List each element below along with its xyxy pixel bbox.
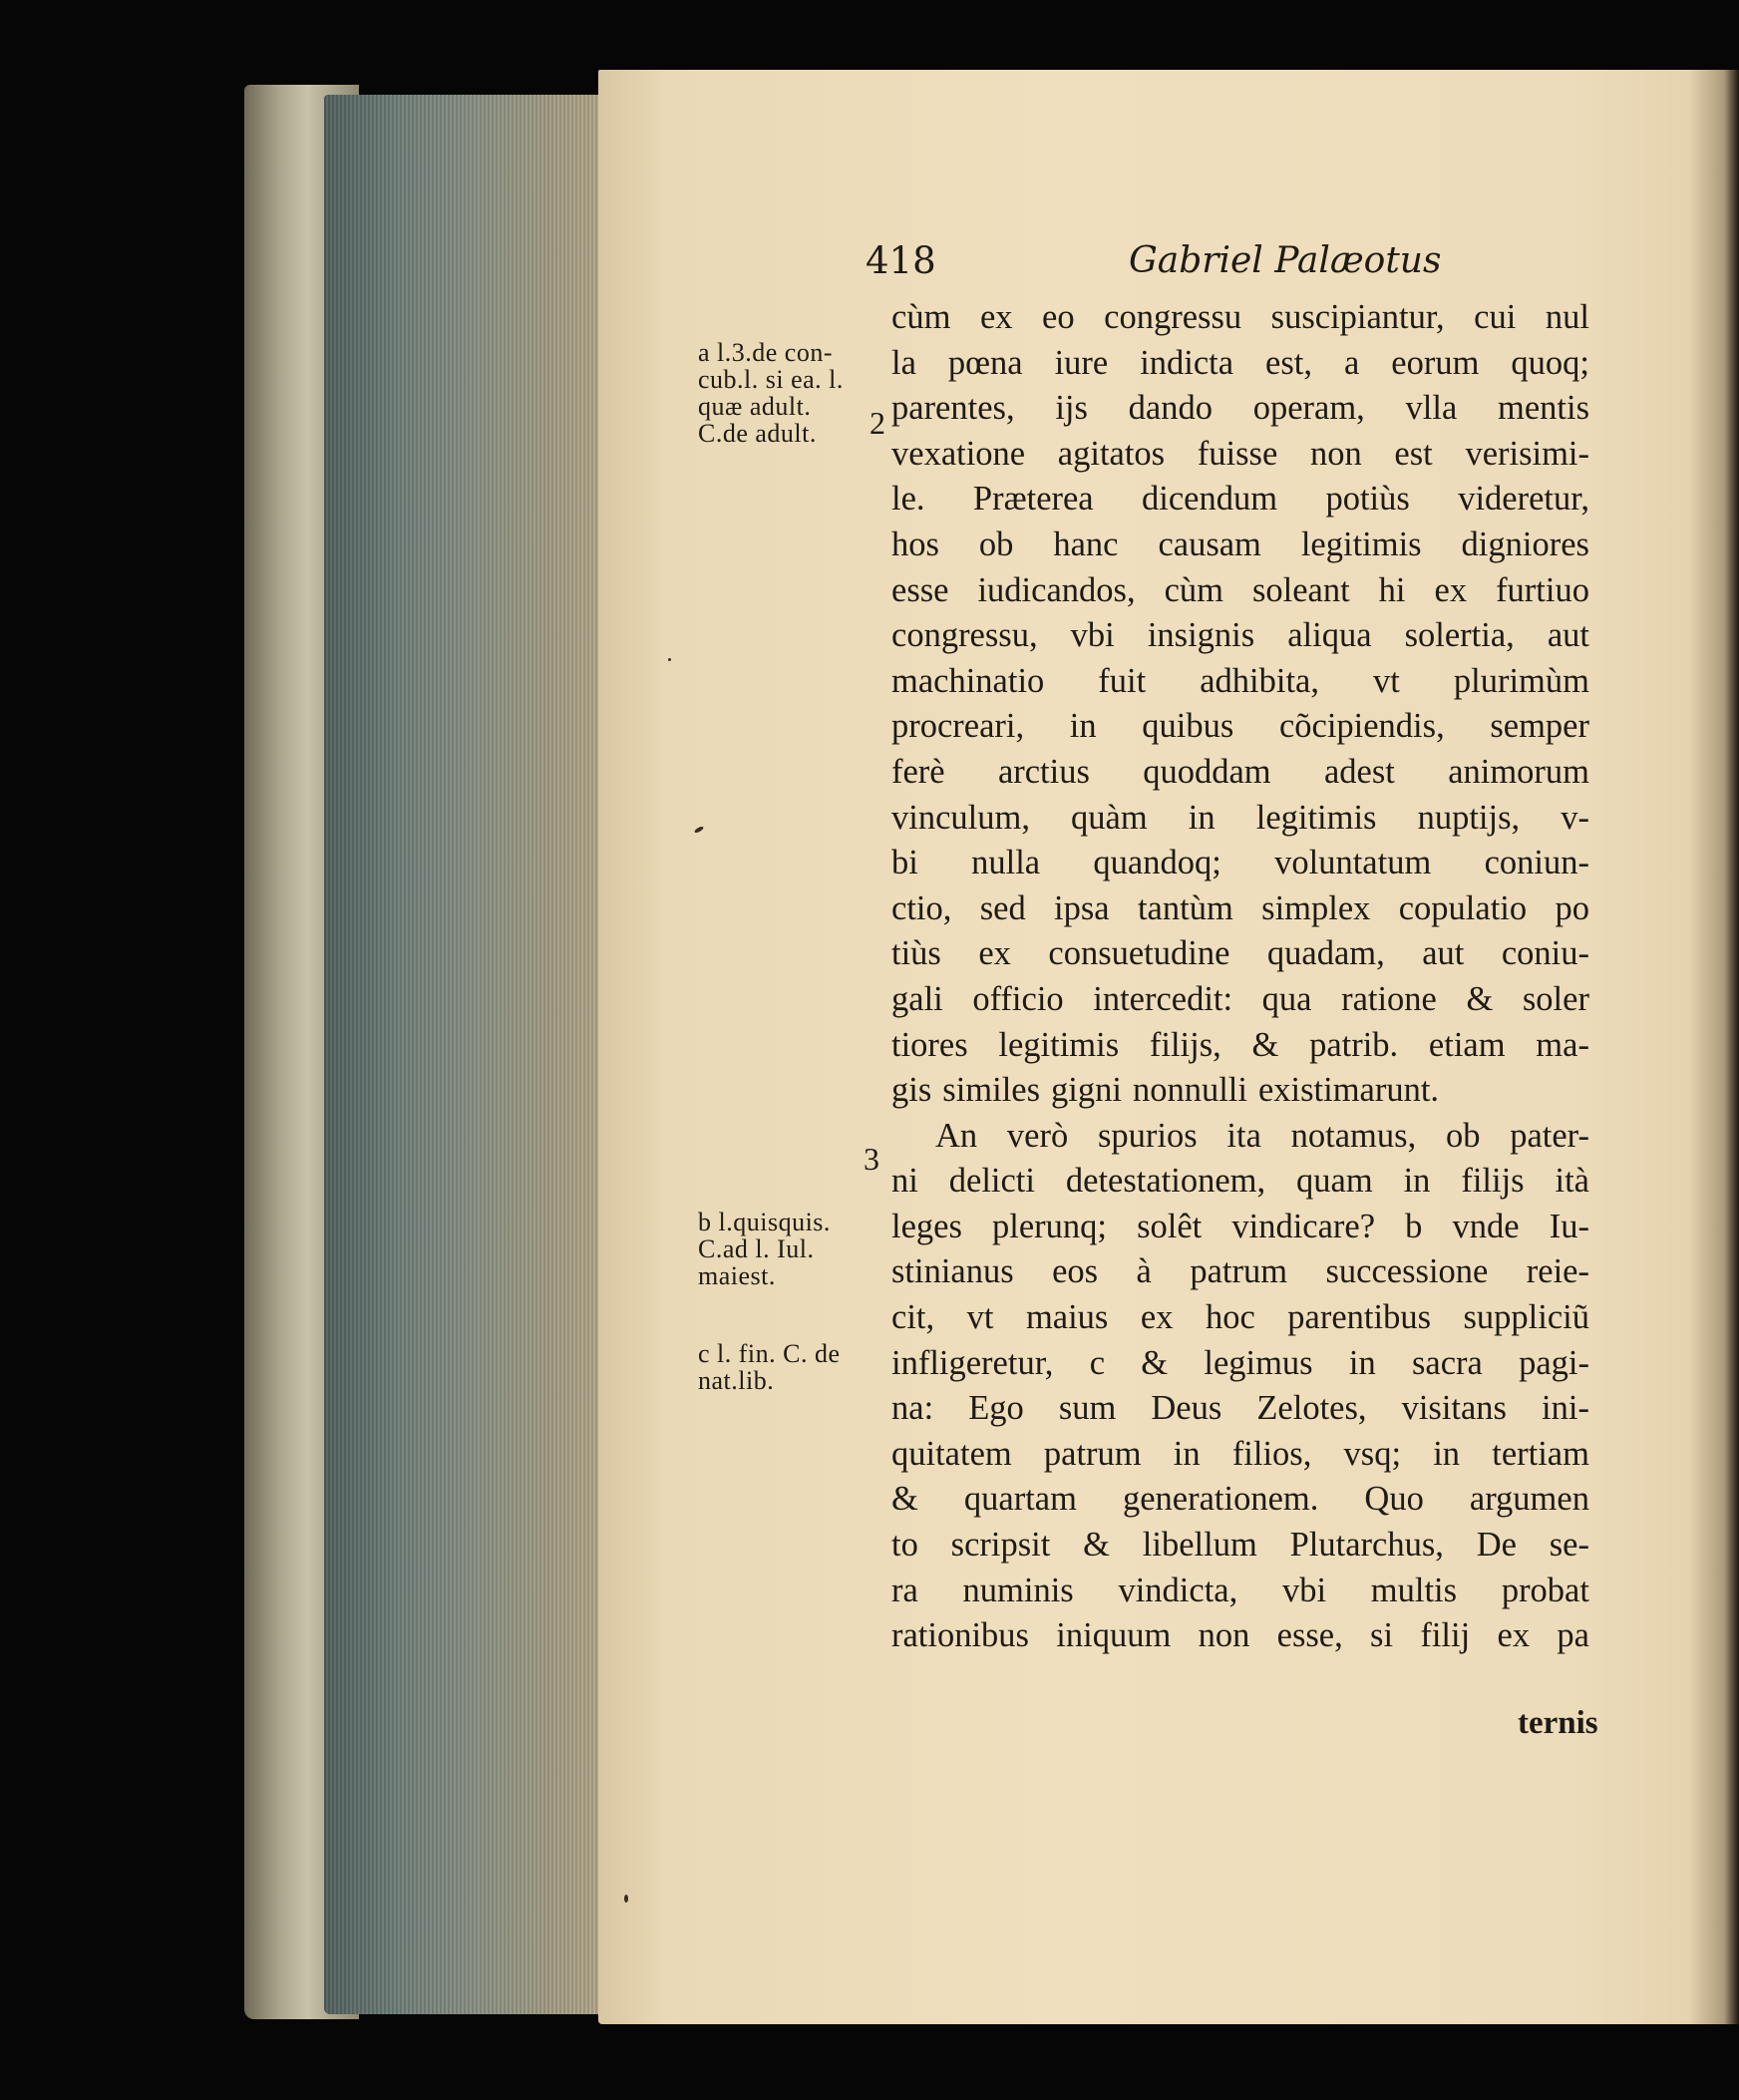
note-line: nat.lib. bbox=[698, 1366, 775, 1395]
marginal-note-b bbox=[698, 1209, 831, 1289]
section-number: 2 bbox=[870, 405, 885, 441]
gutter-shadow bbox=[1689, 70, 1739, 2024]
text-line: & quartam generationem. Quo argumen bbox=[891, 1480, 1589, 1519]
text-line: ctio, sed ipsa tantùm simplex copulatio po bbox=[891, 888, 1589, 927]
marginal-note-c bbox=[698, 1340, 841, 1394]
running-head bbox=[598, 239, 1739, 289]
text-line: An verò spurios ita notamus, ob pater- bbox=[935, 1116, 1589, 1155]
section-number: 3 bbox=[864, 1141, 879, 1177]
text-line: parentes, ijs dando operam, vlla mentis bbox=[891, 389, 1589, 428]
text-line: tiùs ex consuetudine quadam, aut coniu- bbox=[891, 934, 1589, 973]
main-text-block bbox=[891, 295, 1589, 1659]
text-line: na: Ego sum Deus Zelotes, visitans ini- bbox=[891, 1389, 1589, 1428]
running-title: Gabriel Palæotus bbox=[1129, 240, 1442, 281]
text-line: cit, vt maius ex hoc parentibus suppliciũ bbox=[891, 1298, 1589, 1337]
text-line: ferè arctius quoddam adest animorum bbox=[891, 752, 1589, 791]
note-line: maiest. bbox=[698, 1261, 776, 1290]
text-line: esse iudicandos, cùm soleant hi ex furtiuo bbox=[891, 570, 1589, 609]
note-line: a l.3.de con- bbox=[698, 338, 834, 367]
note-line: quæ adult. bbox=[698, 392, 812, 421]
text-line: la pœna iure indicta est, a eorum quoq; bbox=[891, 343, 1589, 382]
note-line: C.de adult. bbox=[698, 419, 817, 448]
note-line: c l. fin. C. de bbox=[698, 1339, 841, 1368]
marginal-note-a bbox=[698, 339, 844, 447]
note-line: b l.quisquis. bbox=[698, 1208, 831, 1236]
text-line: vexatione agitatos fuisse non est verisimi- bbox=[891, 434, 1589, 473]
text-line: procreari, in quibus cõcipiendis, semper bbox=[891, 707, 1589, 746]
book-page bbox=[598, 70, 1739, 2024]
text-line: bi nulla quandoq; voluntatum coniun- bbox=[891, 844, 1589, 882]
text-line: stinianus eos à patrum successione reie- bbox=[891, 1252, 1589, 1291]
text-line: ni delicti detestationem, quam in filijs ità bbox=[891, 1162, 1589, 1201]
page-number: 418 bbox=[866, 239, 936, 282]
text-line: congressu, vbi insignis aliqua solertia, aut bbox=[891, 616, 1589, 655]
text-line: to scripsit & libellum Plutarchus, De se- bbox=[891, 1526, 1589, 1565]
paper-speck bbox=[668, 658, 671, 661]
text-line: rationibus iniquum non esse, si filij ex pa bbox=[891, 1616, 1589, 1655]
text-line: hos ob hanc causam legitimis digniores bbox=[891, 525, 1589, 563]
paper-speck bbox=[694, 826, 705, 834]
text-line: infligeretur, c & legimus in sacra pagi- bbox=[891, 1343, 1589, 1382]
text-line: quitatem patrum in filios, vsq; in tertiam bbox=[891, 1434, 1589, 1473]
paper-speck bbox=[624, 1895, 628, 1903]
book-page-edges bbox=[324, 95, 613, 2014]
note-line: cub.l. si ea. l. bbox=[698, 365, 844, 394]
text-line: machinatio fuit adhibita, vt plurimùm bbox=[891, 661, 1589, 700]
text-line: ra numinis vindicta, vbi multis probat bbox=[891, 1571, 1589, 1609]
note-line: C.ad l. Iul. bbox=[698, 1234, 815, 1263]
catchword: ternis bbox=[1518, 1705, 1598, 1741]
text-line: vinculum, quàm in legitimis nuptijs, v- bbox=[891, 798, 1589, 837]
text-line: tiores legitimis filijs, & patrib. etiam ma- bbox=[891, 1025, 1589, 1064]
text-line: le. Præterea dicendum potiùs videretur, bbox=[891, 480, 1589, 519]
text-line: leges plerunq; solêt vindicare? b vnde Iu- bbox=[891, 1207, 1589, 1245]
text-line: cùm ex eo congressu suscipiantur, cui nul bbox=[891, 298, 1589, 336]
text-line: gali officio intercedit: qua ratione & soler bbox=[891, 979, 1589, 1018]
text-line: gis similes gigni nonnulli existimarunt. bbox=[891, 1071, 1440, 1110]
